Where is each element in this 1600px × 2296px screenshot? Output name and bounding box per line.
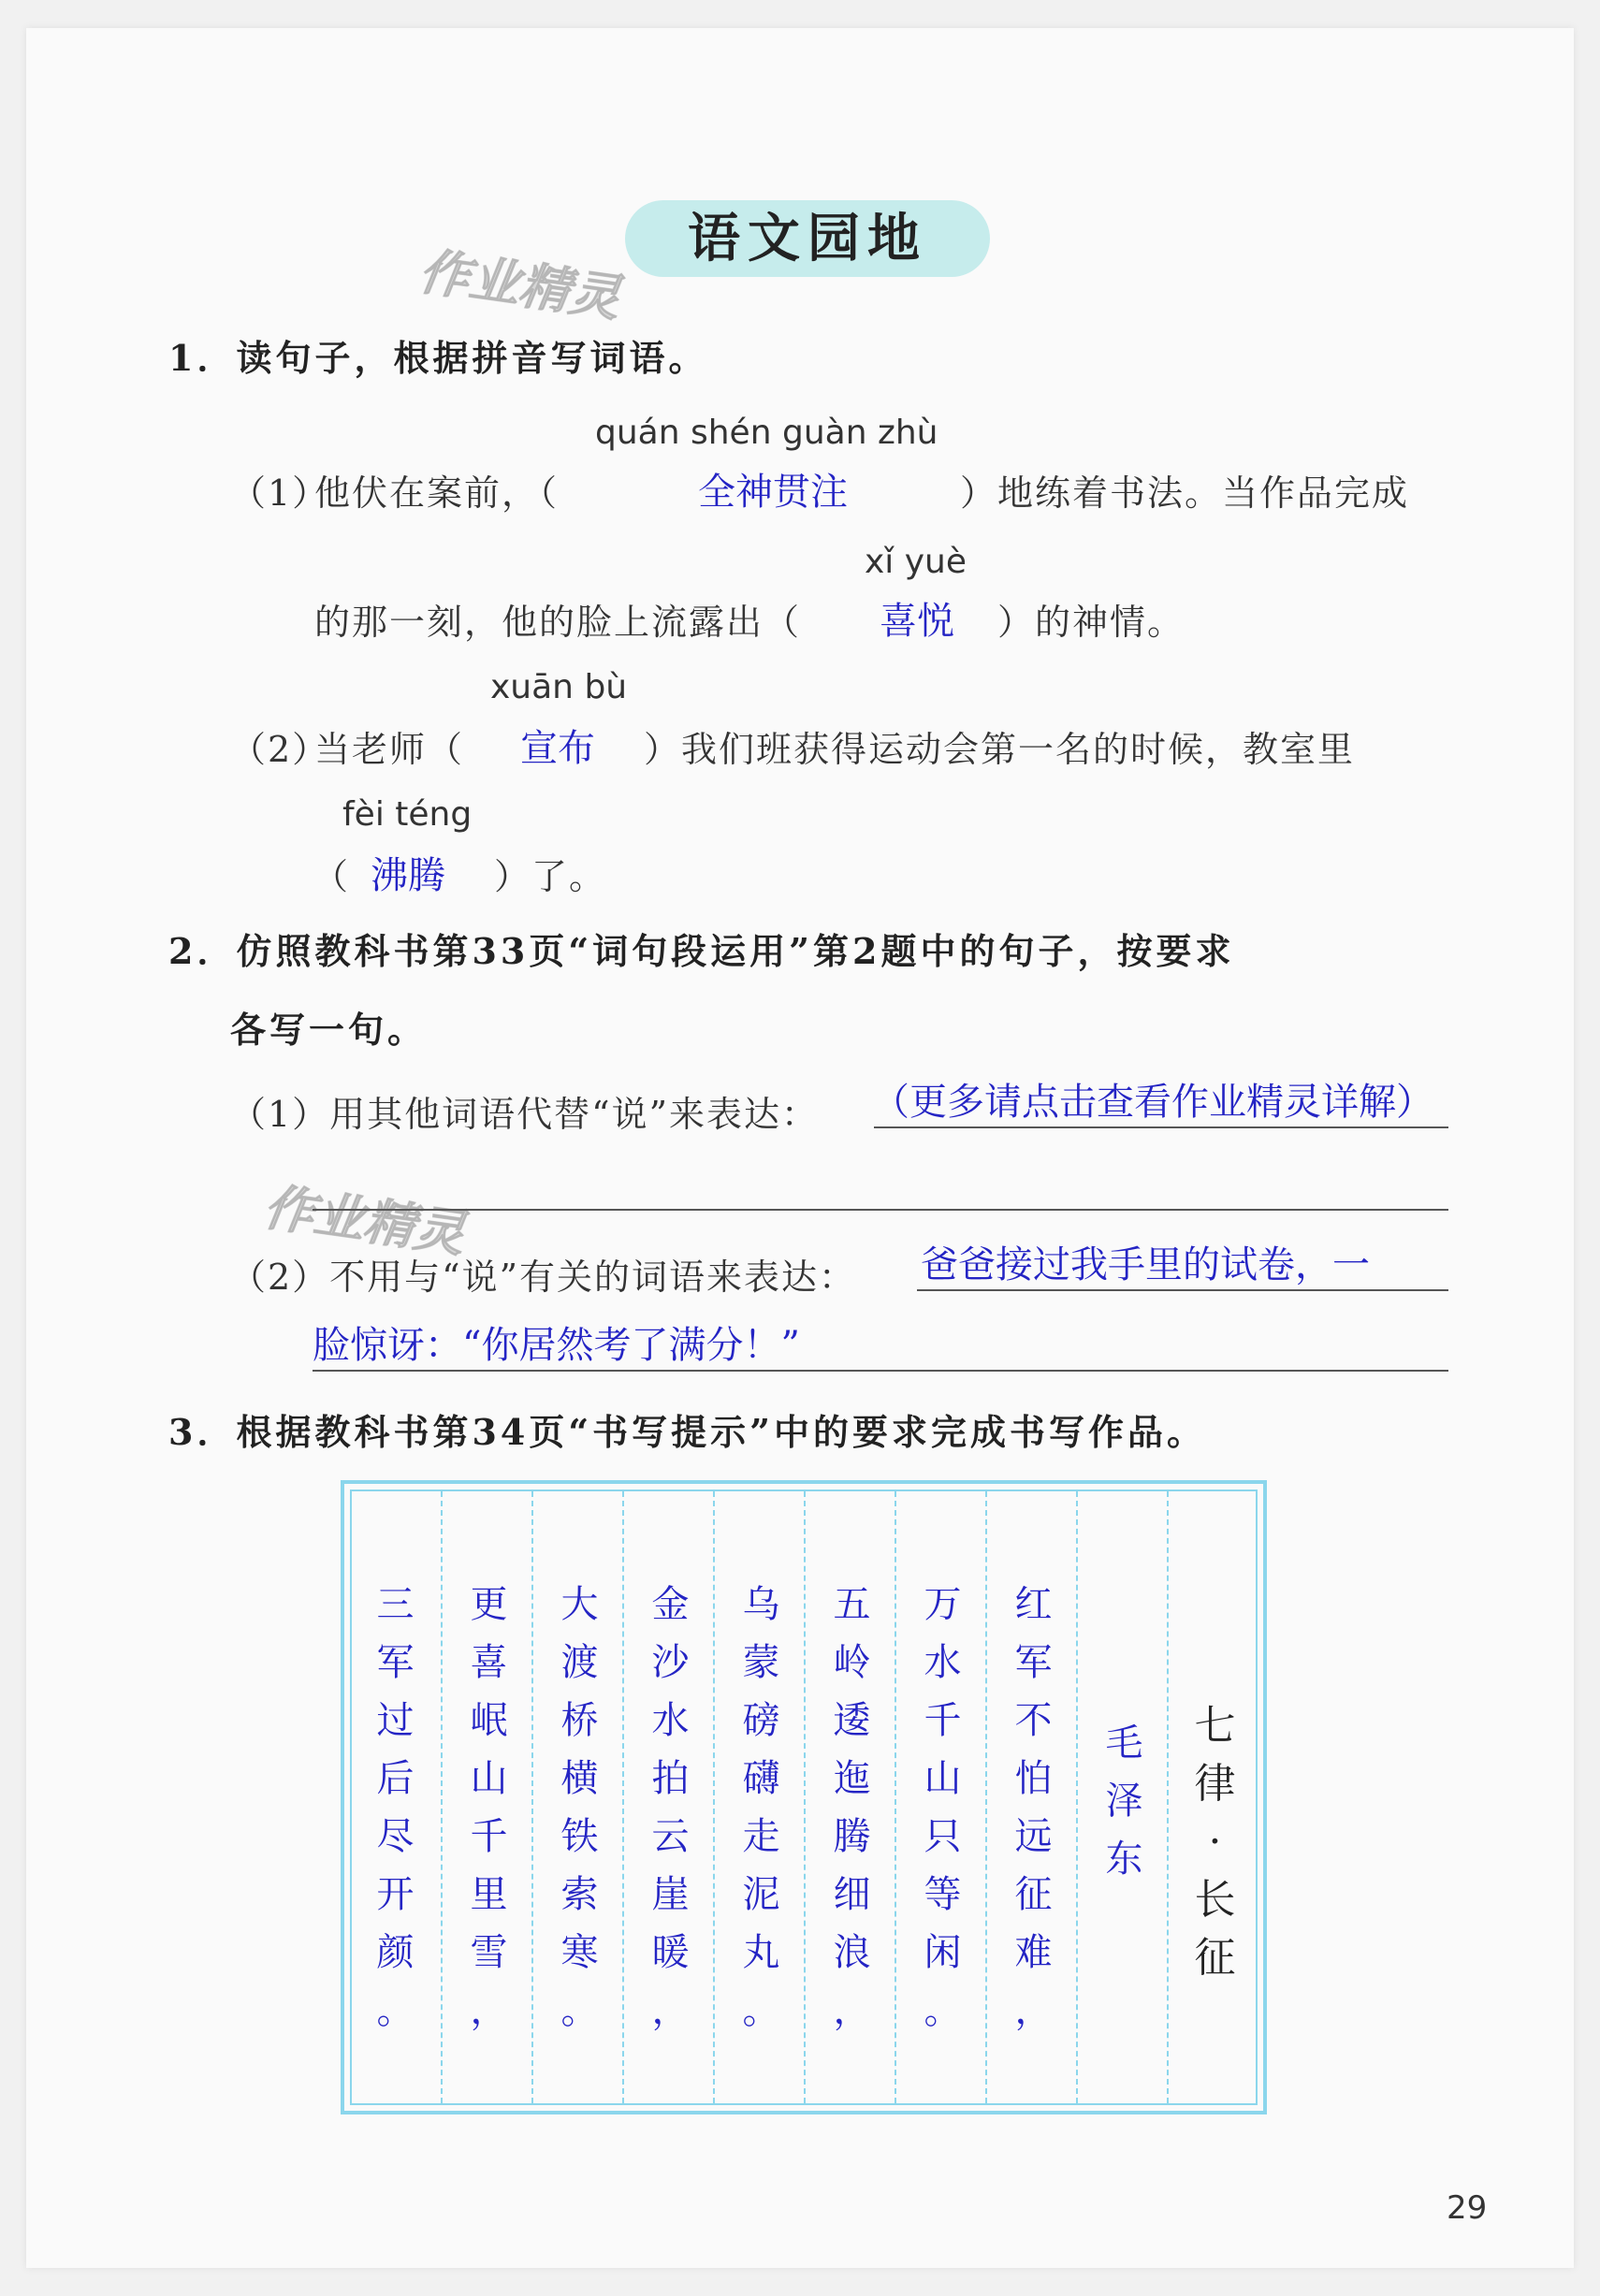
q1-s2-answer-a: 宣布 [520, 727, 595, 770]
q1-s2-pinyin-b: fèi téng [342, 795, 473, 834]
poem-line: 红 军 不 怕 远 征 难 ， [1014, 1583, 1053, 2032]
q2-s2-label: （2）不用与“说”有关的词语来表达： [230, 1257, 857, 1298]
poem-line: 三 军 过 后 尽 开 颜 。 [376, 1583, 415, 2032]
q2-s1-answer: （更多请点击查看作业精灵详解） [872, 1081, 1433, 1124]
q1-s1-pinyin-b: xǐ yuè [865, 543, 967, 581]
q1-heading: 1．读句子，根据拼音写词语。 [168, 337, 708, 379]
q1-s2-text-c: （ [313, 856, 351, 897]
q1-s1-num: （1） [230, 472, 330, 514]
q1-s2-text-a: 当老师（ [314, 729, 465, 770]
q2-heading-line1: 2．仿照教科书第33页“词句段运用”第2题中的句子，按要求 [168, 930, 1235, 972]
poem-line: 大 渡 桥 横 铁 索 寒 。 [560, 1583, 599, 2032]
page-number: 29 [1447, 2189, 1488, 2227]
q2-heading-line2: 各写一句。 [230, 1009, 428, 1051]
page-title: 语文园地 [688, 208, 927, 269]
poem-line: 更 喜 岷 山 千 里 雪 ， [470, 1583, 508, 2032]
q1-s1-text-d: ）的神情。 [997, 602, 1185, 643]
q3-heading: 3．根据教科书第34页“书写提示”中的要求完成书写作品。 [168, 1411, 1207, 1453]
q1-s2-pinyin-a: xuān bù [490, 668, 628, 706]
poem-author: 毛 泽 东 [1105, 1722, 1143, 1881]
poem-line: 五 岭 逶 迤 腾 细 浪 ， [833, 1583, 871, 2032]
poem-line: 金 沙 水 拍 云 崖 暖 ， [651, 1583, 690, 2032]
poem-line: 乌 蒙 磅 礴 走 泥 丸 。 [742, 1583, 780, 2032]
q1-s2-text-b: ）我们班获得运动会第一名的时候，教室里 [644, 729, 1356, 770]
q1-s1-pinyin-a: quán shén guàn zhù [595, 414, 938, 452]
q1-s1-answer-a: 全神贯注 [698, 471, 848, 514]
grid-divider [441, 1491, 443, 2103]
watermark-top: 作业精灵 [415, 241, 624, 328]
q2-s2-answer-line1: 爸爸接过我手里的试卷，一 [921, 1243, 1370, 1286]
watermark-middle: 作业精灵 [260, 1177, 469, 1264]
q1-s2-answer-b: 沸腾 [371, 854, 445, 897]
q1-s1-text-c: 的那一刻，他的脸上流露出（ [314, 602, 802, 643]
q2-s2-answer-line2: 脸惊讶：“你居然考了满分！” [313, 1324, 800, 1367]
poem-title: 七 律 · 长 征 [1194, 1702, 1236, 1982]
q2-s2-answer-line-1 [917, 1289, 1448, 1291]
q2-s1-answer-line [874, 1126, 1448, 1128]
q2-s1-extra-line [313, 1209, 1448, 1211]
q1-s1-answer-b: 喜悦 [880, 600, 954, 643]
q2-s1-label: （1）用其他词语代替“说”来表达： [230, 1094, 820, 1135]
q1-s2-text-d: ）了。 [494, 856, 607, 897]
q1-s1-text-a: 他伏在案前，（ [314, 472, 560, 514]
q1-s1-text-b: ）地练着书法。当作品完成 [960, 472, 1410, 514]
q1-s2-num: （2） [230, 729, 330, 770]
q2-s2-answer-line-2 [313, 1370, 1448, 1372]
poem-line: 万 水 千 山 只 等 闲 。 [924, 1583, 962, 2032]
